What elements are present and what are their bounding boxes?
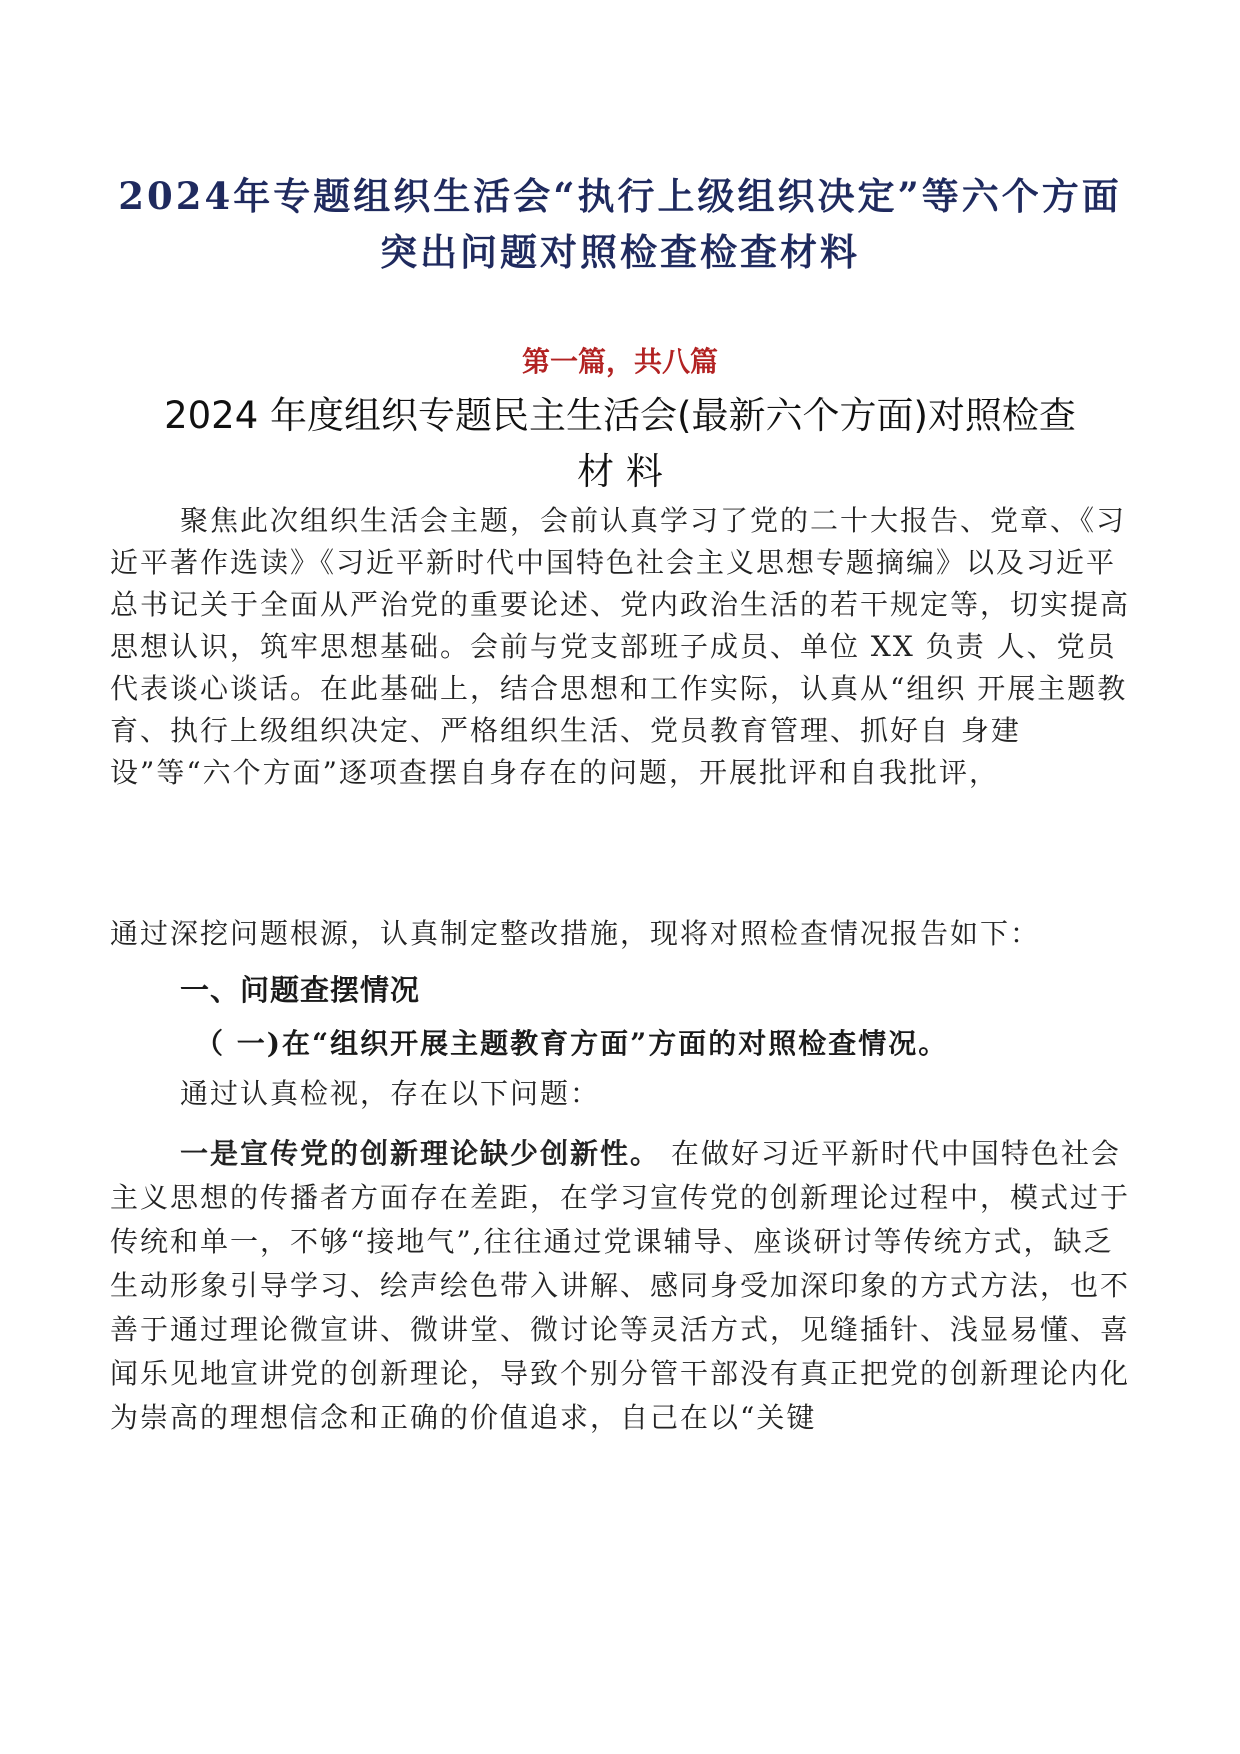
problem-lead: 一是宣传党的创新理论缺少创新性。 [180,1137,661,1170]
intro-paragraph: 聚焦此次组织生活会主题，会前认真学习了党的二十大报告、党章、《习近平著作选读》《习近平新时代中国特色社会主义思想专题摘编》以及习近平总书记关于全面从严治党的重要论述、党内政治生活的若干规定等，切实提高思想认识，筑牢思想基础。会前与党支部班子成员、单位 XX 负责 人、党员代表谈心谈话。在此基础上，结合思想和工作实际，认真从“组织 开展主题教育、执行上级组织决定、严格组织生活、党员教育管理、抓好自 身建设”等“六个方面”逐项查摆自身存在的问题，开展批评和自我批评， [110,504,1131,789]
part-label: 第一篇，共八篇 [521,345,718,378]
document-title: 2024 年度组织专题民主生活会(最新六个方面)对照检查材 料 [164,394,1076,493]
section-heading: 一、问题查摆情况 [180,973,421,1007]
problem-body: 在做好习近平新时代中国特色社会主义思想的传播者方面存在差距，在学习宣传党的创新理论过程中，模式过于传统和单一，不够“接地气”,往往通过党课辅导、座谈研讨等传统方式，缺乏生动形象引导学习、绘声绘色带入讲解、感同身受加深印象的方式方法，也不善于通过理论微宣讲、微讲堂、微讨论等灵活方式，见缝插针、浅显易懂、喜闻乐见地宣讲党的创新理论，导致个别分管干部没有真正把党的创新理论内化为崇高的理想信念和正确的价值追求，自己在以“关键 [110,1137,1131,1434]
main-title: 2024年专题组织生活会“执行上级组织决定”等六个方面突出问题对照检查检查材料 [118,174,1122,274]
problems-intro: 通过认真检视，存在以下问题： [180,1077,601,1110]
subsection-heading: （ 一)在“组织开展主题教育方面”方面的对照检查情况。 [195,1027,949,1060]
problem-paragraph [110,1132,1140,1440]
report-intro-paragraph: 通过深挖问题根源，认真制定整改措施，现将对照检查情况报告如下： [110,917,1041,950]
